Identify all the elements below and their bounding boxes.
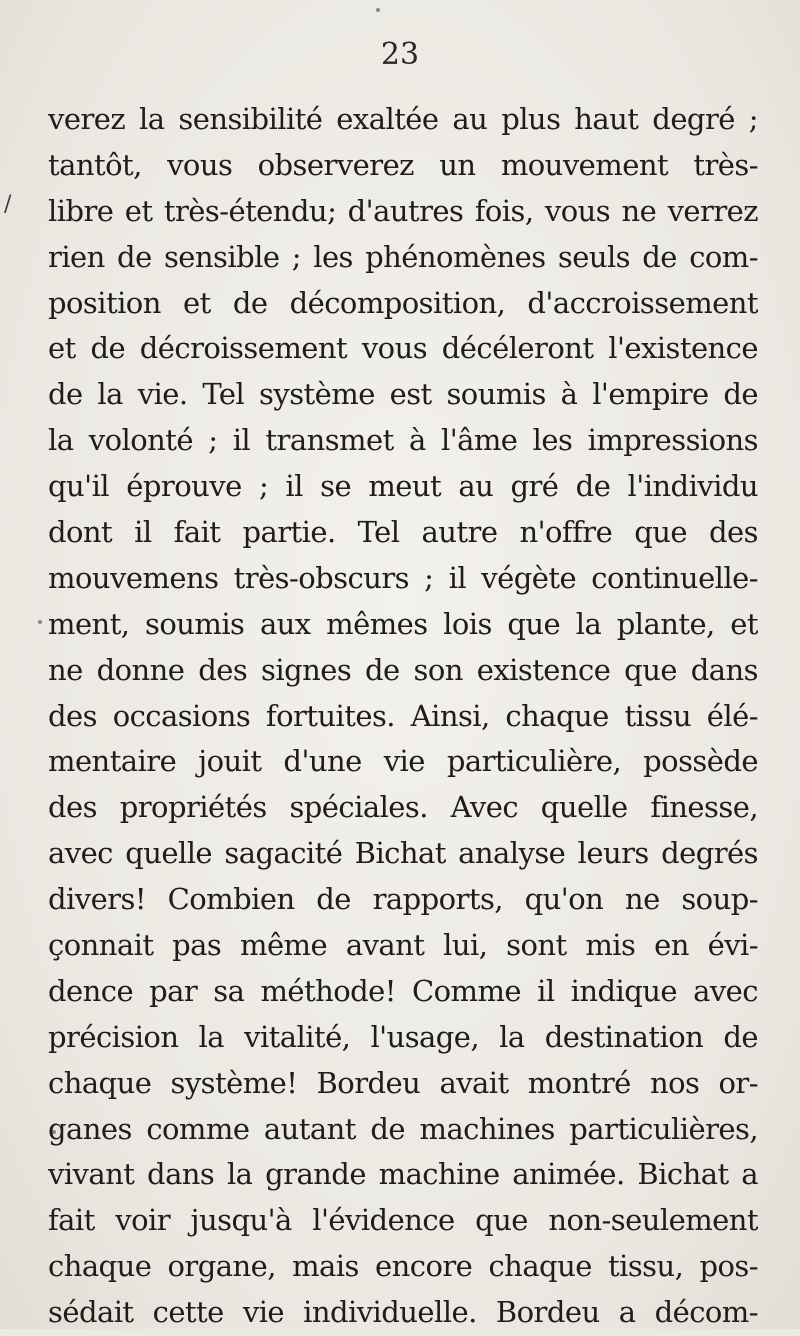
text-line: et de décroissement vous décéleront l'existence: [48, 331, 758, 366]
text-line: vivant dans la grande machine animée. Bichat a: [48, 1157, 758, 1192]
text-line: chaque organe, mais encore chaque tissu, pos-: [48, 1249, 758, 1284]
text-line: rien de sensible ; les phénomènes seuls de com-: [48, 239, 758, 274]
text-line: la volonté ; il transmet à l'âme les impressions: [48, 423, 758, 458]
text-line: fait voir jusqu'à l'évidence que non-seulement: [48, 1203, 758, 1238]
text-line: mentaire jouit d'une vie particulière, possède: [48, 744, 758, 779]
text-line: qu'il éprouve ; il se meut au gré de l'individu: [48, 469, 758, 504]
text-line: ne donne des signes de son existence que dans: [48, 652, 758, 687]
body-text: [48, 97, 758, 1336]
text-line: verez la sensibilité exaltée au plus haut degré ;: [48, 102, 758, 136]
margin-mark: /: [4, 192, 12, 217]
text-line: chaque système! Bordeu avait montré nos or-: [48, 1065, 758, 1100]
text-line: ganes comme autant de machines particulières,: [48, 1111, 758, 1146]
text-line: de la vie. Tel système est soumis à l'empire de: [48, 377, 758, 412]
text-line: sédait cette vie individuelle. Bordeu a décom-: [48, 1295, 758, 1330]
text-line: divers! Combien de rapports, qu'on ne soup-: [48, 882, 758, 917]
text-line: avec quelle sagacité Bichat analyse leurs degrés: [48, 836, 758, 871]
text-line: position et de décomposition, d'accroissement: [48, 285, 758, 320]
text-line: des propriétés spéciales. Avec quelle finesse,: [48, 790, 758, 825]
text-line: tantôt, vous observerez un mouvement très-: [48, 147, 758, 182]
text-line: dence par sa méthode! Comme il indique avec: [48, 973, 758, 1008]
text-line: des occasions fortuites. Ainsi, chaque tissu élé-: [48, 698, 758, 733]
print-speck: [38, 620, 42, 624]
text-line: ment, soumis aux mêmes lois que la plante, et: [48, 606, 758, 641]
text-line: précision la vitalité, l'usage, la destination de: [48, 1019, 758, 1054]
text-line: çonnait pas même avant lui, sont mis en évi-: [48, 928, 758, 963]
print-speck: [376, 8, 380, 12]
text-line: dont il fait partie. Tel autre n'offre que des: [48, 515, 758, 550]
text-line: libre et très-étendu; d'autres fois, vous ne verrez: [48, 193, 758, 228]
page-number: 23: [380, 37, 420, 72]
text-line: mouvemens très-obscurs ; il végète continuelle-: [48, 560, 758, 595]
